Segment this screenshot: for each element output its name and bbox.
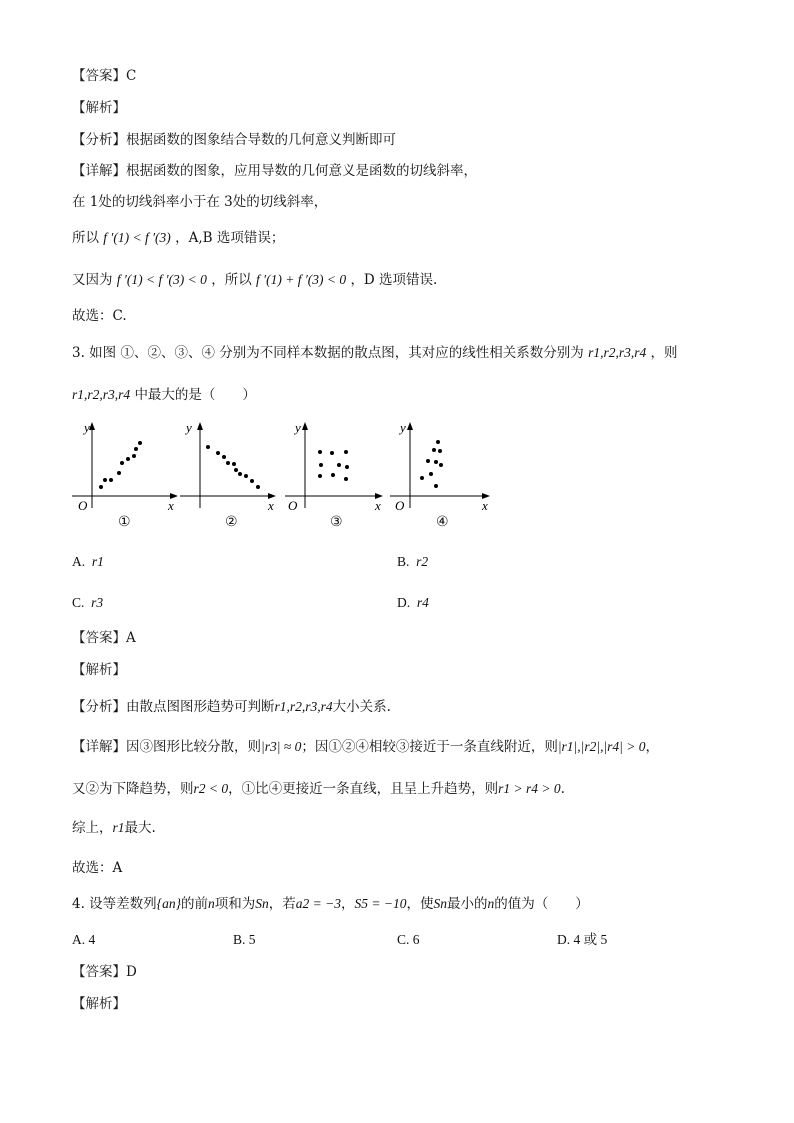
q4-option-d[interactable]: D. 4 或 5 <box>557 932 608 947</box>
text-segment: ，若 <box>268 896 296 912</box>
text-segment: ，A,B 选项错误； <box>175 230 285 246</box>
option-value: r2 <box>416 554 429 569</box>
text-segment: 的值为（ ） <box>494 896 589 912</box>
text-segment: 大小关系. <box>332 699 391 715</box>
question-3-line-2 <box>72 385 256 405</box>
text-segment: 【分析】由散点图图形趋势可判断 <box>72 699 275 715</box>
math-expression: |r3| ≈ 0 <box>261 739 302 754</box>
text-segment: ， <box>340 896 355 912</box>
math-expression: f ′(1) + f ′(3) < 0 <box>256 272 347 287</box>
option-a[interactable] <box>72 552 104 572</box>
text-segment: 【详解】因③图形比较分散，则 <box>72 739 261 755</box>
detail-text-2: 在 1处的切线斜率小于在 3处的切线斜率， <box>72 194 328 210</box>
math-expression: a2 = −3 <box>295 896 341 911</box>
answer-label-4: 【答案】D <box>72 964 137 980</box>
text-segment: . <box>560 781 565 797</box>
option-b[interactable] <box>397 552 428 572</box>
conclusion-3: 故选：A <box>72 860 123 876</box>
scatter-plot-3 <box>285 418 395 518</box>
text-segment: 综上， <box>72 820 113 836</box>
q4-option-b[interactable]: B. 5 <box>233 932 256 947</box>
option-c[interactable] <box>72 593 103 613</box>
text-segment: ，D 选项错误. <box>350 272 438 288</box>
detail-text-3 <box>72 228 284 248</box>
text-segment: 又②为下降趋势，则 <box>72 781 194 797</box>
plot-label-3: ③ <box>330 514 343 530</box>
text-segment: 的前 <box>180 896 208 912</box>
math-expression: n <box>487 896 495 911</box>
text-segment: 项和为 <box>214 896 256 912</box>
plot-label-2: ② <box>225 514 238 530</box>
detail-text-3a <box>72 737 659 757</box>
scatter-plot-4 <box>390 418 500 518</box>
origin-label: O <box>288 498 298 513</box>
q4-option-a[interactable]: A. 4 <box>72 932 96 947</box>
y-axis-label: y <box>400 420 406 435</box>
option-letter: A. <box>72 554 86 569</box>
text-segment: 又因为 <box>72 272 113 288</box>
q4-option-c[interactable]: C. 6 <box>397 932 420 947</box>
detail-text-1: 【详解】根据函数的图象，应用导数的几何意义是函数的切线斜率， <box>72 163 477 179</box>
origin-label: O <box>395 498 405 513</box>
option-d[interactable] <box>397 593 429 613</box>
question-3-line-1 <box>72 343 678 363</box>
x-axis-label: x <box>375 498 381 513</box>
x-axis-label: x <box>168 498 174 513</box>
analysis-text-1: 【分析】根据函数的图象结合导数的几何意义判断即可 <box>72 132 396 148</box>
text-segment: ，则 <box>650 345 678 361</box>
y-axis-label: y <box>84 420 90 435</box>
option-value: r1 <box>91 554 104 569</box>
x-axis-label: x <box>482 498 488 513</box>
text-segment: ，所以 <box>211 272 252 288</box>
option-value: r3 <box>91 595 104 610</box>
text-segment: ；因①②④相较③接近于一条直线附近，则 <box>301 739 558 755</box>
math-expression: S5 = −10 <box>354 896 407 911</box>
y-axis-label: y <box>186 420 192 435</box>
x-axis-label: x <box>268 498 274 513</box>
origin-label: O <box>78 498 88 513</box>
answer-label-3: 【答案】A <box>72 630 136 646</box>
math-expression: f ′(1) < f ′(3) < 0 <box>116 272 207 287</box>
math-expression: Sn <box>255 896 269 911</box>
math-expression: r1,r2,r3,r4 <box>588 345 647 360</box>
text-segment: ，使 <box>406 896 434 912</box>
analysis-heading-4: 【解析】 <box>72 996 126 1012</box>
text-segment: 最小的 <box>446 896 488 912</box>
math-expression: |r1|,|r2|,|r4| > 0 <box>557 739 646 754</box>
math-expression: n <box>207 896 215 911</box>
analysis-heading-1: 【解析】 <box>72 100 126 116</box>
text-segment: 4. 设等差数列 <box>72 896 157 912</box>
plot-label-1: ① <box>118 514 131 530</box>
math-expression: r1,r2,r3,r4 <box>72 387 131 402</box>
math-expression: Sn <box>433 896 447 911</box>
analysis-heading-3: 【解析】 <box>72 662 126 678</box>
detail-text-3b <box>72 779 565 799</box>
text-segment: ， <box>645 739 659 755</box>
math-expression: f ′(1) < f ′(3) <box>103 230 171 245</box>
math-expression: r2 < 0 <box>193 781 229 796</box>
option-letter: B. <box>397 554 410 569</box>
y-axis-label: y <box>295 420 301 435</box>
conclusion-1: 故选：C. <box>72 308 127 324</box>
summary-text-3 <box>72 818 156 838</box>
option-value: r4 <box>416 595 429 610</box>
text-segment: ，①比④更接近一条直线，且呈上升趋势，则 <box>228 781 499 797</box>
plot-label-4: ④ <box>436 514 449 530</box>
text-segment: 所以 <box>72 230 99 246</box>
option-letter: D. <box>397 595 411 610</box>
math-expression: r1,r2,r3,r4 <box>274 699 333 714</box>
math-expression: r1 <box>112 820 125 835</box>
scatter-plot-1 <box>72 418 182 518</box>
text-segment: 3. 如图 ①、②、③、④ 分别为不同样本数据的散点图，其对应的线性相关系数分别为 <box>72 345 584 361</box>
analysis-text-3 <box>72 697 391 717</box>
math-expression: {an} <box>156 896 181 911</box>
text-segment: 最大. <box>124 820 156 836</box>
scatter-plot-2 <box>180 418 290 518</box>
option-letter: C. <box>72 595 85 610</box>
detail-text-4 <box>72 270 437 290</box>
answer-label-1: 【答案】C <box>72 68 137 84</box>
question-4 <box>72 894 589 914</box>
math-expression: r1 > r4 > 0 <box>498 781 561 796</box>
text-segment: 中最大的是（ ） <box>134 387 256 403</box>
